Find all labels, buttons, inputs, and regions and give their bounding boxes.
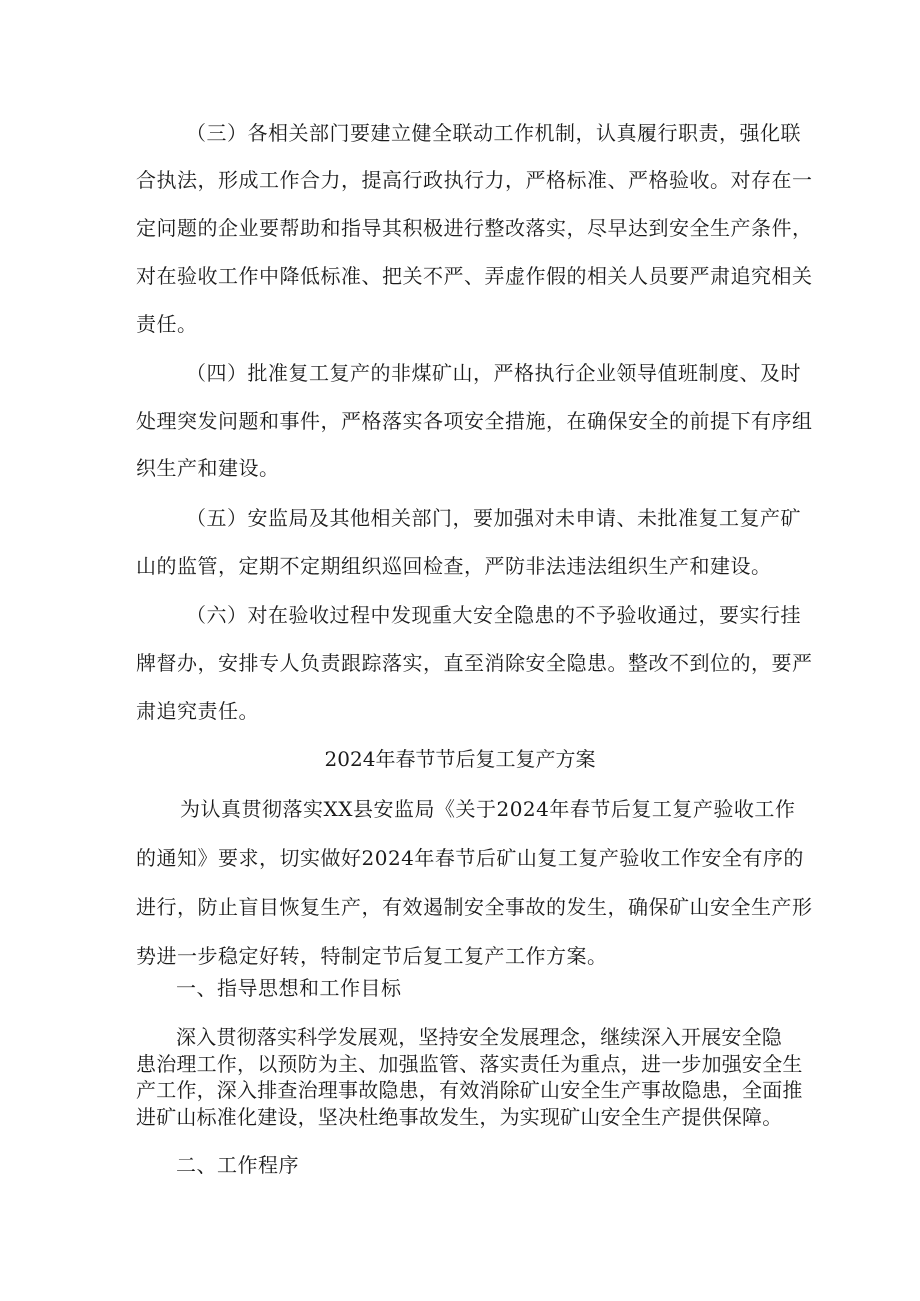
text-line: 处理突发问题和事件，严格落实各项安全措施，在确保安全的前提下有序组 bbox=[136, 409, 813, 433]
text-line: 责任。 bbox=[136, 312, 198, 336]
text-line: 合执法，形成工作合力，提高行政执行力，严格标准、严格验收。对存在一 bbox=[136, 168, 813, 192]
section-heading-2: 二、工作程序 bbox=[176, 1153, 299, 1177]
text-line: （四）批准复工复产的非煤矿山，严格执行企业领导值班制度、及时 bbox=[186, 361, 801, 385]
text-line: 牌督办，安排专人负责跟踪落实，直至消除安全隐患。整改不到位的，要严 bbox=[136, 651, 813, 675]
document-title: 2024年春节节后复工复产方案 bbox=[324, 747, 596, 771]
text-line: 为认真贯彻落实XX县安监局《关于2024年春节后复工复产验收工作 bbox=[180, 797, 796, 821]
text-line: （六）对在验收过程中发现重大安全隐患的不予验收通过，要实行挂 bbox=[186, 603, 801, 627]
text-line: 深入贯彻落实科学发展观，坚持安全发展理念，继续深入开展安全隐 bbox=[176, 1025, 782, 1049]
section-heading-1: 一、指导思想和工作目标 bbox=[176, 976, 402, 1000]
text-line: 患治理工作，以预防为主、加强监管、落实责任为重点，进一步加强安全生 bbox=[136, 1052, 803, 1076]
text-line: 定问题的企业要帮助和指导其积极进行整改落实，尽早达到安全生产条件， bbox=[136, 216, 813, 240]
text-line: 织生产和建设。 bbox=[136, 456, 280, 480]
text-line: 对在验收工作中降低标准、把关不严、弄虚作假的相关人员要严肃追究相关 bbox=[136, 264, 813, 288]
text-line: 山的监管，定期不定期组织巡回检查，严防非法违法组织生产和建设。 bbox=[136, 554, 772, 578]
text-line: 势进一步稳定好转，特制定节后复工复产工作方案。 bbox=[136, 944, 608, 968]
text-line: 进行，防止盲目恢复生产，有效遏制安全事故的发生，确保矿山安全生产形 bbox=[136, 895, 813, 919]
text-line: 肃追究责任。 bbox=[136, 699, 259, 723]
text-line: （五）安监局及其他相关部门，要加强对未申请、未批准复工复产矿 bbox=[186, 506, 801, 530]
text-line: 产工作，深入排查治理事故隐患，有效消除矿山安全生产事故隐患，全面推 bbox=[136, 1078, 803, 1102]
text-line: 进矿山标准化建设，坚决杜绝事故发生，为实现矿山安全生产提供保障。 bbox=[136, 1105, 783, 1129]
text-line: 的通知》要求，切实做好2024年春节后矿山复工复产验收工作安全有序的 bbox=[136, 846, 804, 870]
text-line: （三）各相关部门要建立健全联动工作机制，认真履行职责，强化联 bbox=[186, 121, 801, 145]
